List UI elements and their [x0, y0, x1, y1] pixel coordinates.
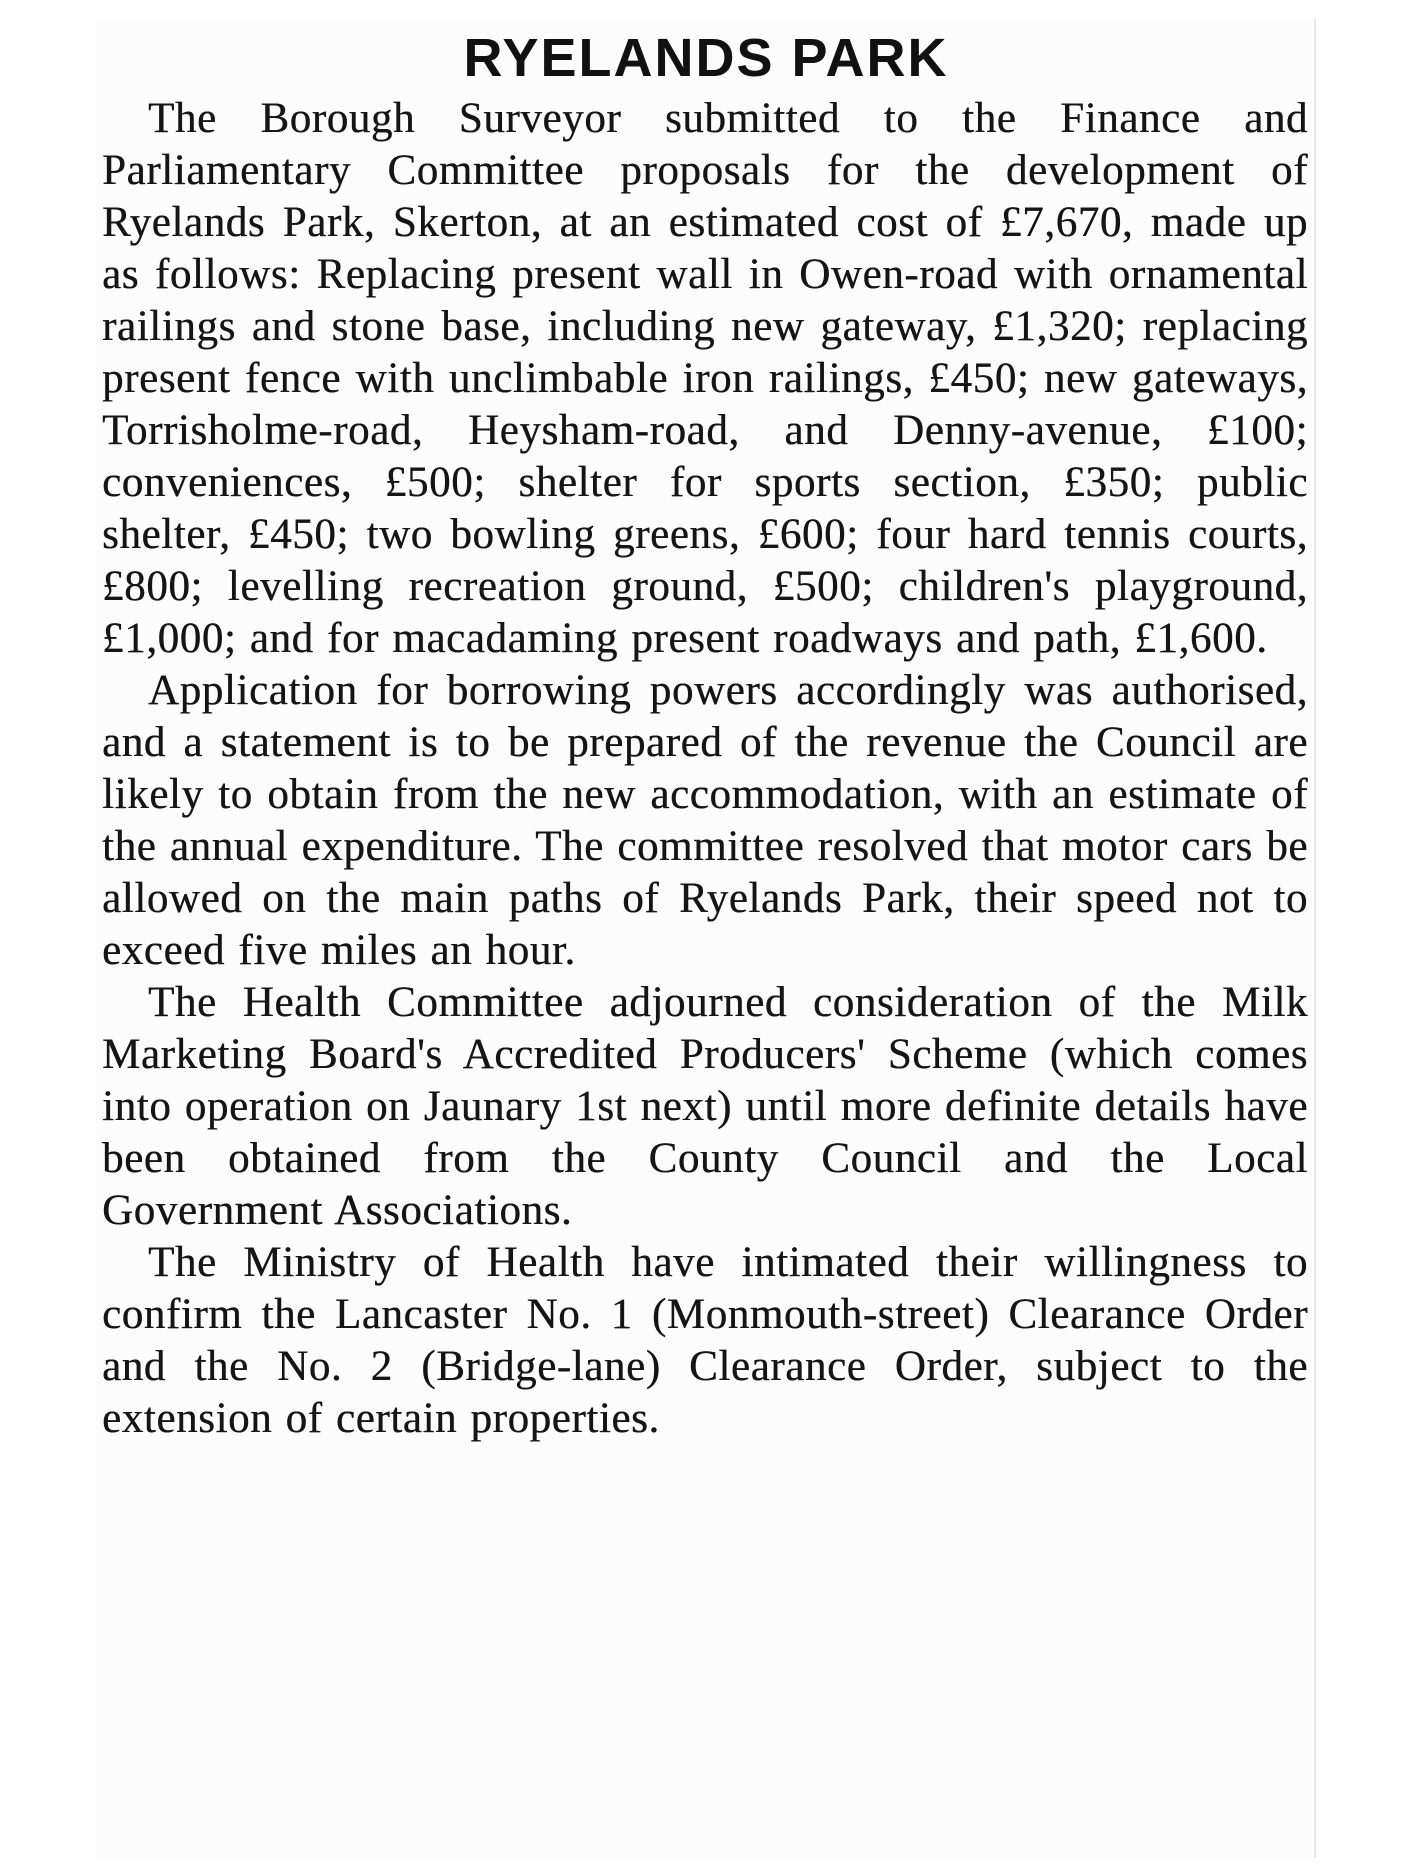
paragraph-ministry-of-health: The Ministry of Health have intimated their willingness to confirm the Lancaster No. 1 (Monmouth-street) Clearance Order and the No. 2 (Bridge-lane) Clearance Order, subject to the extension of certain properties. — [102, 1238, 1308, 1442]
paragraph-health-committee: The Health Committee adjourned consideration of the Milk Marketing Board's Accredited Producers' Scheme (which comes into operation on Jaunary 1st next) until more definite details have been obtained from the County Council and the Local Government Associations. — [102, 978, 1308, 1234]
paragraph-borrowing-powers: Application for borrowing powers accordingly was authorised, and a statement is to be prepared of the revenue the Council are likely to obtain from the new accommodation, with an estimate of the annual expenditure. The committee resolved that motor cars be allowed on the main paths of Ryelands Park, their speed not to exceed five miles an hour. — [102, 666, 1308, 974]
paragraph-park-proposals: The Borough Surveyor submitted to the Finance and Parliamentary Committee proposals for the development of Ryelands Park, Skerton, at an estimated cost of £7,670, made up as follows: Replacing present wall in Owen-road with ornamental railings and stone base, including new gateway, £1,320; replacing present fence with unclimbable iron railings, £450; new gateways, Torrisholme-road, Heysham-road, and Denny-avenue, £100; conveniences, £500; shelter for sports section, £350; public shelter, £450; two bowling greens, £600; four hard tennis courts, £800; levelling recreation ground, £500; children's playground, £1,000; and for macadaming present roadways and path, £1,600. — [102, 94, 1308, 662]
clipping-edge — [1314, 18, 1316, 1858]
newspaper-clipping — [96, 18, 1316, 1858]
headline: RYELANDS PARK — [463, 28, 949, 88]
article-body — [96, 93, 1316, 1445]
